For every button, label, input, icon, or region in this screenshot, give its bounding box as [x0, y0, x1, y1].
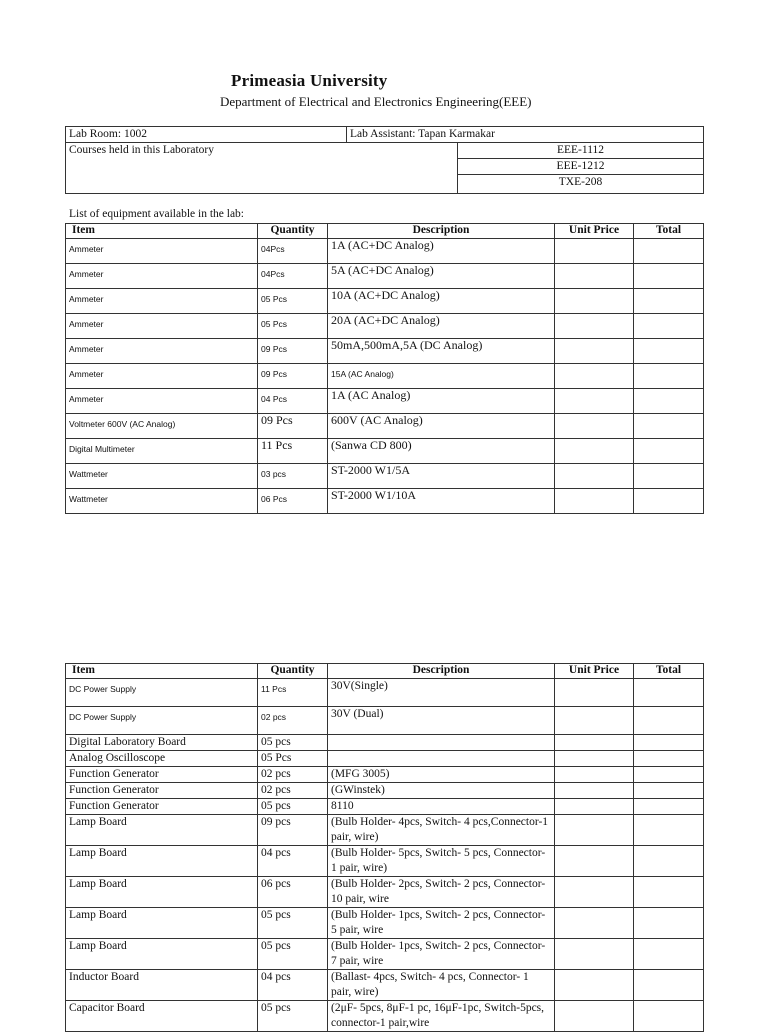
- table-row: [66, 389, 704, 414]
- table-row: [66, 239, 704, 264]
- item-cell: Ammeter: [66, 314, 258, 339]
- quantity-cell: 05 pcs: [258, 799, 328, 815]
- course-code: TXE-208: [458, 175, 704, 194]
- unit-price-cell: [555, 264, 634, 289]
- quantity-cell: 04 pcs: [258, 846, 328, 877]
- table-row: [66, 414, 704, 439]
- lab-info-table: [65, 126, 704, 194]
- unit-price-cell: [555, 364, 634, 389]
- unit-price-cell: [555, 489, 634, 514]
- unit-price-cell: [555, 908, 634, 939]
- item-cell: Lamp Board: [66, 908, 258, 939]
- table-row: [66, 799, 704, 815]
- course-code: EEE-1112: [458, 143, 704, 159]
- item-cell: Function Generator: [66, 767, 258, 783]
- quantity-cell: 05 pcs: [258, 939, 328, 970]
- item-cell: Ammeter: [66, 339, 258, 364]
- item-cell: Capacitor Board: [66, 1001, 258, 1032]
- table-row: [66, 751, 704, 767]
- column-header-quantity: Quantity: [258, 664, 328, 679]
- total-cell: [634, 707, 704, 735]
- item-cell: Ammeter: [66, 289, 258, 314]
- column-header-description: Description: [328, 664, 555, 679]
- item-cell: Lamp Board: [66, 939, 258, 970]
- description-cell: [328, 751, 555, 767]
- item-cell: DC Power Supply: [66, 707, 258, 735]
- description-cell: 20A (AC+DC Analog): [328, 314, 555, 339]
- item-cell: Ammeter: [66, 264, 258, 289]
- column-header-unit-price: Unit Price: [555, 664, 634, 679]
- quantity-cell: 05 Pcs: [258, 314, 328, 339]
- table-row: [66, 735, 704, 751]
- quantity-cell: 05 pcs: [258, 1001, 328, 1032]
- total-cell: [634, 908, 704, 939]
- equipment-list-caption: List of equipment available in the lab:: [69, 208, 245, 220]
- quantity-cell: 09 Pcs: [258, 364, 328, 389]
- total-cell: [634, 783, 704, 799]
- total-cell: [634, 389, 704, 414]
- total-cell: [634, 439, 704, 464]
- table-row: [66, 1001, 704, 1032]
- unit-price-cell: [555, 464, 634, 489]
- total-cell: [634, 767, 704, 783]
- description-cell: 8110: [328, 799, 555, 815]
- total-cell: [634, 679, 704, 707]
- quantity-cell: 05 pcs: [258, 908, 328, 939]
- quantity-cell: 11 Pcs: [258, 679, 328, 707]
- description-cell: (GWinstek): [328, 783, 555, 799]
- description-cell: 10A (AC+DC Analog): [328, 289, 555, 314]
- table-row: [66, 339, 704, 364]
- item-cell: Analog Oscilloscope: [66, 751, 258, 767]
- unit-price-cell: [555, 783, 634, 799]
- total-cell: [634, 414, 704, 439]
- university-title: Primeasia University: [231, 71, 388, 90]
- quantity-cell: 06 pcs: [258, 877, 328, 908]
- quantity-cell: 11 Pcs: [258, 439, 328, 464]
- unit-price-cell: [555, 970, 634, 1001]
- item-cell: DC Power Supply: [66, 679, 258, 707]
- table-row: [66, 464, 704, 489]
- quantity-cell: 09 Pcs: [258, 339, 328, 364]
- quantity-cell: 05 Pcs: [258, 751, 328, 767]
- unit-price-cell: [555, 414, 634, 439]
- quantity-cell: 09 pcs: [258, 815, 328, 846]
- quantity-cell: 04Pcs: [258, 264, 328, 289]
- unit-price-cell: [555, 707, 634, 735]
- column-header-description: Description: [328, 224, 555, 239]
- unit-price-cell: [555, 389, 634, 414]
- unit-price-cell: [555, 751, 634, 767]
- item-cell: Ammeter: [66, 364, 258, 389]
- table-row: [66, 939, 704, 970]
- table-row: [66, 970, 704, 1001]
- total-cell: [634, 364, 704, 389]
- quantity-cell: 02 pcs: [258, 767, 328, 783]
- item-cell: Ammeter: [66, 389, 258, 414]
- table-row: [66, 767, 704, 783]
- description-cell: [328, 735, 555, 751]
- equipment-table: [65, 663, 704, 1032]
- unit-price-cell: [555, 939, 634, 970]
- description-cell: 15A (AC Analog): [328, 364, 555, 389]
- column-header-total: Total: [634, 664, 704, 679]
- total-cell: [634, 751, 704, 767]
- column-header-item: Item: [66, 664, 258, 679]
- total-cell: [634, 735, 704, 751]
- total-cell: [634, 970, 704, 1001]
- description-cell: (MFG 3005): [328, 767, 555, 783]
- unit-price-cell: [555, 735, 634, 751]
- equipment-table: [65, 223, 704, 514]
- item-cell: Digital Multimeter: [66, 439, 258, 464]
- total-cell: [634, 464, 704, 489]
- unit-price-cell: [555, 339, 634, 364]
- description-cell: (Bulb Holder- 4pcs, Switch- 4 pcs,Connector-1 pair, wire): [328, 815, 555, 846]
- unit-price-cell: [555, 314, 634, 339]
- quantity-cell: 05 Pcs: [258, 289, 328, 314]
- total-cell: [634, 264, 704, 289]
- table-row: [66, 908, 704, 939]
- quantity-cell: 04 Pcs: [258, 389, 328, 414]
- item-cell: Digital Laboratory Board: [66, 735, 258, 751]
- description-cell: (Sanwa CD 800): [328, 439, 555, 464]
- description-cell: 600V (AC Analog): [328, 414, 555, 439]
- total-cell: [634, 939, 704, 970]
- courses-label: Courses held in this Laboratory: [66, 143, 458, 194]
- description-cell: ST-2000 W1/5A: [328, 464, 555, 489]
- table-row: [66, 707, 704, 735]
- item-cell: Lamp Board: [66, 877, 258, 908]
- unit-price-cell: [555, 289, 634, 314]
- quantity-cell: 02 pcs: [258, 707, 328, 735]
- table-row: [66, 846, 704, 877]
- quantity-cell: 09 Pcs: [258, 414, 328, 439]
- table-header-row: [66, 224, 704, 239]
- unit-price-cell: [555, 877, 634, 908]
- description-cell: (Bulb Holder- 1pcs, Switch- 2 pcs, Connector- 5 pair, wire: [328, 908, 555, 939]
- description-cell: 30V(Single): [328, 679, 555, 707]
- item-cell: Function Generator: [66, 799, 258, 815]
- item-cell: Wattmeter: [66, 464, 258, 489]
- item-cell: Function Generator: [66, 783, 258, 799]
- description-cell: (Bulb Holder- 2pcs, Switch- 2 pcs, Connector- 10 pair, wire: [328, 877, 555, 908]
- table-row: [66, 264, 704, 289]
- department-title: Department of Electrical and Electronics Engineering(EEE): [220, 94, 532, 109]
- table-row: [66, 783, 704, 799]
- total-cell: [634, 799, 704, 815]
- unit-price-cell: [555, 799, 634, 815]
- total-cell: [634, 877, 704, 908]
- course-code: EEE-1212: [458, 159, 704, 175]
- column-header-total: Total: [634, 224, 704, 239]
- item-cell: Lamp Board: [66, 846, 258, 877]
- total-cell: [634, 489, 704, 514]
- description-cell: (Bulb Holder- 5pcs, Switch- 5 pcs, Connector- 1 pair, wire): [328, 846, 555, 877]
- table-row: [66, 364, 704, 389]
- unit-price-cell: [555, 815, 634, 846]
- lab-room: Lab Room: 1002: [66, 127, 347, 143]
- item-cell: Voltmeter 600V (AC Analog): [66, 414, 258, 439]
- total-cell: [634, 314, 704, 339]
- courses-row: [66, 143, 704, 159]
- table-row: [66, 815, 704, 846]
- description-cell: (Ballast- 4pcs, Switch- 4 pcs, Connector- 1 pair, wire): [328, 970, 555, 1001]
- unit-price-cell: [555, 767, 634, 783]
- total-cell: [634, 289, 704, 314]
- table-row: [66, 489, 704, 514]
- unit-price-cell: [555, 679, 634, 707]
- unit-price-cell: [555, 846, 634, 877]
- total-cell: [634, 339, 704, 364]
- total-cell: [634, 846, 704, 877]
- table-row: [66, 439, 704, 464]
- column-header-unit-price: Unit Price: [555, 224, 634, 239]
- quantity-cell: 04Pcs: [258, 239, 328, 264]
- unit-price-cell: [555, 439, 634, 464]
- unit-price-cell: [555, 1001, 634, 1032]
- item-cell: Ammeter: [66, 239, 258, 264]
- table-row: [66, 314, 704, 339]
- quantity-cell: 02 pcs: [258, 783, 328, 799]
- description-cell: 1A (AC Analog): [328, 389, 555, 414]
- table-row: [66, 289, 704, 314]
- total-cell: [634, 815, 704, 846]
- lab-assistant: Lab Assistant: Tapan Karmakar: [347, 127, 704, 143]
- quantity-cell: 06 Pcs: [258, 489, 328, 514]
- description-cell: 30V (Dual): [328, 707, 555, 735]
- item-cell: Inductor Board: [66, 970, 258, 1001]
- total-cell: [634, 1001, 704, 1032]
- description-cell: 50mA,500mA,5A (DC Analog): [328, 339, 555, 364]
- description-cell: 1A (AC+DC Analog): [328, 239, 555, 264]
- lab-info-row: [66, 127, 704, 143]
- item-cell: Wattmeter: [66, 489, 258, 514]
- unit-price-cell: [555, 239, 634, 264]
- description-cell: 5A (AC+DC Analog): [328, 264, 555, 289]
- description-cell: (Bulb Holder- 1pcs, Switch- 2 pcs, Connector- 7 pair, wire: [328, 939, 555, 970]
- table-header-row: [66, 664, 704, 679]
- column-header-item: Item: [66, 224, 258, 239]
- description-cell: (2μF- 5pcs, 8μF-1 pc, 16μF-1pc, Switch-5pcs, connector-1 pair,wire: [328, 1001, 555, 1032]
- item-cell: Lamp Board: [66, 815, 258, 846]
- column-header-quantity: Quantity: [258, 224, 328, 239]
- description-cell: ST-2000 W1/10A: [328, 489, 555, 514]
- table-row: [66, 877, 704, 908]
- table-row: [66, 679, 704, 707]
- quantity-cell: 05 pcs: [258, 735, 328, 751]
- total-cell: [634, 239, 704, 264]
- quantity-cell: 03 pcs: [258, 464, 328, 489]
- quantity-cell: 04 pcs: [258, 970, 328, 1001]
